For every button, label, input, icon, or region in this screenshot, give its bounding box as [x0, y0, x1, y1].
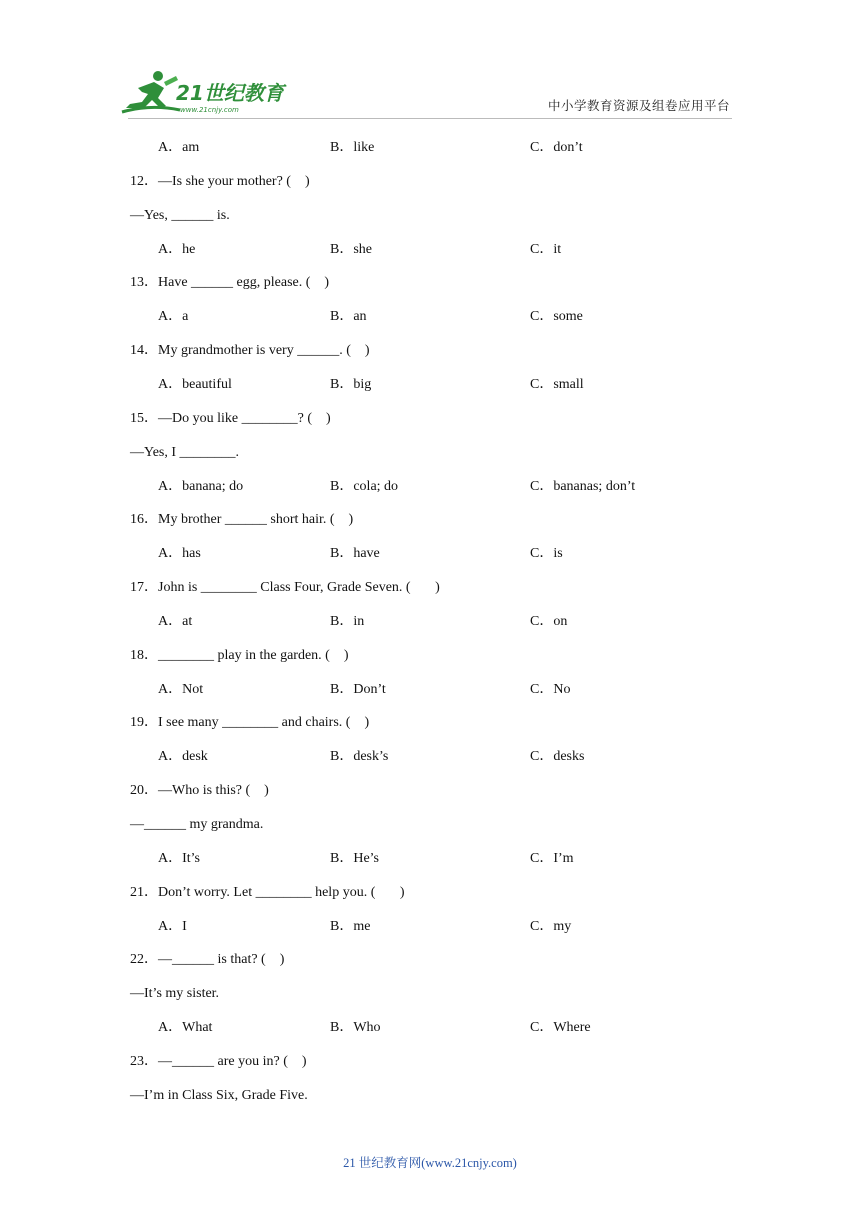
option-b: B．Who	[330, 1020, 381, 1035]
question-line: 14．My grandmother is very ______. ( )	[130, 343, 370, 358]
question-line: 21．Don’t worry. Let ________ help you. ( )	[130, 885, 405, 900]
platform-name: 中小学教育资源及组卷应用平台	[547, 98, 730, 113]
option-c: C．don’t	[530, 140, 583, 155]
option-a: A．at	[158, 614, 193, 629]
option-a: A．a	[158, 309, 189, 324]
question-line: —Yes, ______ is.	[130, 208, 230, 223]
question-line: —Yes, I ________.	[130, 445, 240, 460]
option-b: B．big	[330, 377, 372, 392]
option-c: C．desks	[530, 749, 585, 764]
logo	[120, 68, 320, 120]
option-c: C．bananas; don’t	[530, 479, 636, 494]
question-line: 17．John is ________ Class Four, Grade Seven. ( )	[130, 580, 440, 595]
question-line: —______ my grandma.	[130, 817, 264, 832]
runner-icon	[122, 71, 180, 112]
question-line: 18．________ play in the garden. ( )	[130, 648, 349, 663]
question-line: 12．—Is she your mother? ( )	[130, 174, 310, 189]
option-c: C．small	[530, 377, 584, 392]
question-line: 19．I see many ________ and chairs. ( )	[130, 715, 370, 730]
question-line: 20．—Who is this? ( )	[130, 783, 269, 798]
header-divider	[128, 118, 732, 119]
option-a: A．banana; do	[158, 479, 244, 494]
option-c: C．is	[530, 546, 563, 561]
question-line: 15．—Do you like ________? ( )	[130, 411, 331, 426]
option-b: B．Don’t	[330, 682, 386, 697]
question-line: —It’s my sister.	[130, 986, 220, 1001]
option-a: A．desk	[158, 749, 208, 764]
option-a: A．Not	[158, 682, 204, 697]
option-a: A．I	[158, 919, 187, 934]
option-c: C．my	[530, 919, 572, 934]
question-line: 22．—______ is that? ( )	[130, 952, 285, 967]
option-a: A．What	[158, 1020, 213, 1035]
option-c: C．it	[530, 242, 562, 257]
option-c: C．some	[530, 309, 583, 324]
option-b: B．an	[330, 309, 367, 324]
page-footer: 21 世纪教育网(www.21cnjy.com)	[343, 1156, 517, 1170]
option-b: B．like	[330, 140, 375, 155]
option-b: B．in	[330, 614, 365, 629]
logo-text: 21世纪教育	[176, 81, 284, 105]
option-a: A．beautiful	[158, 377, 232, 392]
option-c: C．Where	[530, 1020, 591, 1035]
logo-url: www.21cnjy.com	[180, 106, 239, 114]
option-a: A．am	[158, 140, 200, 155]
question-line: 16．My brother ______ short hair. ( )	[130, 512, 354, 527]
question-line: 23．—______ are you in? ( )	[130, 1054, 307, 1069]
option-a: A．he	[158, 242, 196, 257]
option-a: A．has	[158, 546, 201, 561]
option-b: B．me	[330, 919, 371, 934]
option-b: B．she	[330, 242, 372, 257]
page-header	[0, 0, 860, 130]
question-line: —I’m in Class Six, Grade Five.	[130, 1088, 308, 1103]
option-c: C．on	[530, 614, 568, 629]
option-c: C．No	[530, 682, 571, 697]
option-b: B．He’s	[330, 851, 379, 866]
option-c: C．I’m	[530, 851, 574, 866]
question-line: 13．Have ______ egg, please. ( )	[130, 275, 330, 290]
option-a: A．It’s	[158, 851, 200, 866]
option-b: B．cola; do	[330, 479, 399, 494]
option-b: B．desk’s	[330, 749, 389, 764]
option-b: B．have	[330, 546, 380, 561]
